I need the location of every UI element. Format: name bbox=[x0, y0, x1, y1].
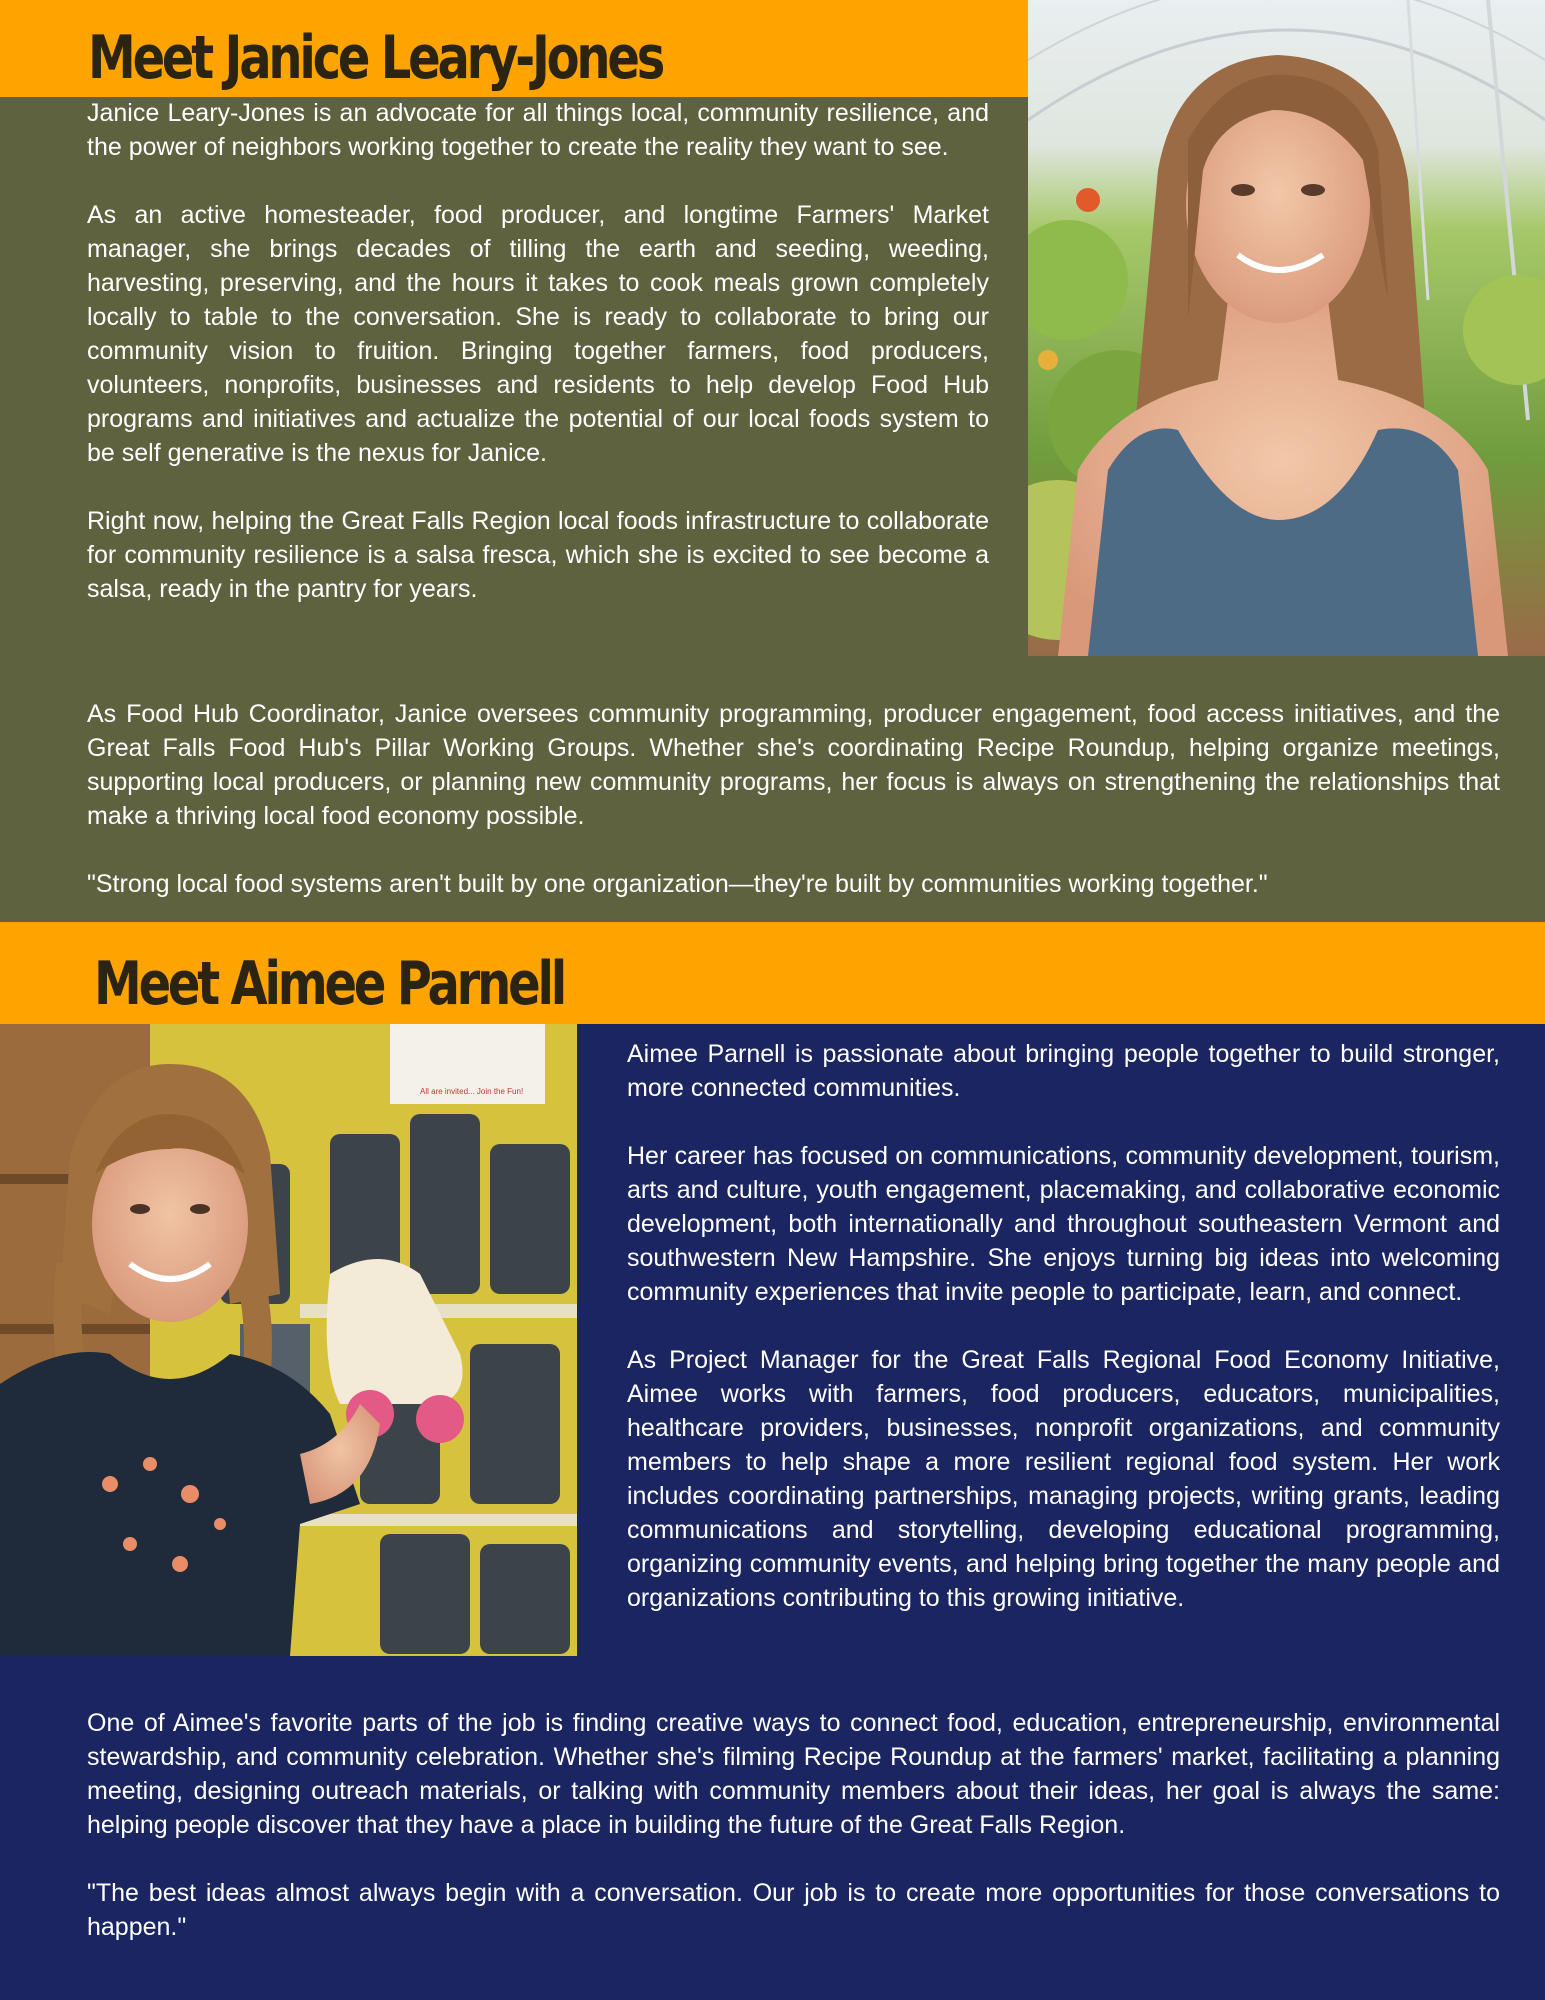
janice-bio-paragraph: Right now, helping the Great Falls Region local foods infrastructure to collaborate for community resilience is a salsa fresca, which she is excited to see become a salsa, ready in the pantry for years. bbox=[87, 507, 989, 603]
janice-bio-paragraph: As Food Hub Coordinator, Janice oversees community programming, producer engagement, food access initiatives, and the Great Falls Food Hub's Pillar Working Groups. Whether she's coordinating Recipe Roundup, helping organize meetings, supporting local producers, or planning new community programs, her focus is always on strengthening the relationships that make a thriving local food economy possible. bbox=[87, 700, 1500, 830]
aimee-bio-paragraph: Aimee Parnell is passionate about bringing people together to build stronger, more connected communities. bbox=[627, 1040, 1500, 1102]
aimee-title: Meet Aimee Parnell bbox=[94, 949, 564, 1019]
janice-quote: "Strong local food systems aren't built by one organization—they're built by communities working together." bbox=[87, 870, 1268, 898]
janice-bio-paragraph: Janice Leary-Jones is an advocate for all things local, community resilience, and the power of neighbors working together to create the reality they want to see. bbox=[87, 99, 989, 161]
aimee-bio-role bbox=[87, 1706, 1500, 1944]
aimee-quote: "The best ideas almost always begin with a conversation. Our job is to create more opportunities for those conversations to happen." bbox=[87, 1879, 1500, 1941]
janice-photo bbox=[1028, 0, 1545, 656]
janice-header-bar bbox=[0, 0, 1028, 97]
janice-section bbox=[0, 0, 1545, 922]
aimee-bio-paragraph: One of Aimee's favorite parts of the job is finding creative ways to connect food, education, entrepreneurship, environmental stewardship, and community celebration. Whether she's filming Recipe Roundup at the farmers' market, facilitating a planning meeting, designing outreach materials, or talking with community members about their ideas, her goal is always the same: helping people discover that they have a place in building the future of the Great Falls Region. bbox=[87, 1709, 1500, 1839]
poster-text: All are invited... Join the Fun! bbox=[420, 1087, 524, 1096]
janice-bio-paragraph: As an active homesteader, food producer, and longtime Farmers' Market manager, she brings decades of tilling the earth and seeding, weeding, harvesting, preserving, and the hours it takes to cook meals grown completely locally to table to the conversation. She is ready to collaborate to bring our community vision to fruition. Bringing together farmers, food producers, volunteers, nonprofits, businesses and residents to help develop Food Hub programs and initiatives and actualize the potential of our local foods system to be self generative is the nexus for Janice. bbox=[87, 201, 989, 467]
janice-bio-role bbox=[87, 697, 1500, 901]
aimee-bio-intro bbox=[627, 1037, 1500, 1615]
janice-title: Meet Janice Leary-Jones bbox=[88, 23, 663, 93]
aimee-bio-paragraph: As Project Manager for the Great Falls Regional Food Economy Initiative, Aimee works with farmers, food producers, educators, municipalities, healthcare providers, businesses, nonprofit organizations, and community members to help shape a more resilient regional food system. Her work includes coordinating partnerships, managing projects, writing grants, leading communications and storytelling, developing educational programming, organizing community events, and helping bring together the many people and organizations contributing to this growing initiative. bbox=[627, 1346, 1500, 1612]
aimee-header-bar bbox=[0, 922, 1545, 1024]
aimee-photo bbox=[0, 1024, 577, 1656]
janice-bio-intro bbox=[87, 96, 989, 606]
aimee-bio-paragraph: Her career has focused on communications, community development, tourism, arts and culture, youth engagement, placemaking, and collaborative economic development, both internationally and throughout southeastern Vermont and southwestern New Hampshire. She enjoys turning big ideas into welcoming community experiences that invite people to participate, learn, and connect. bbox=[627, 1142, 1500, 1306]
